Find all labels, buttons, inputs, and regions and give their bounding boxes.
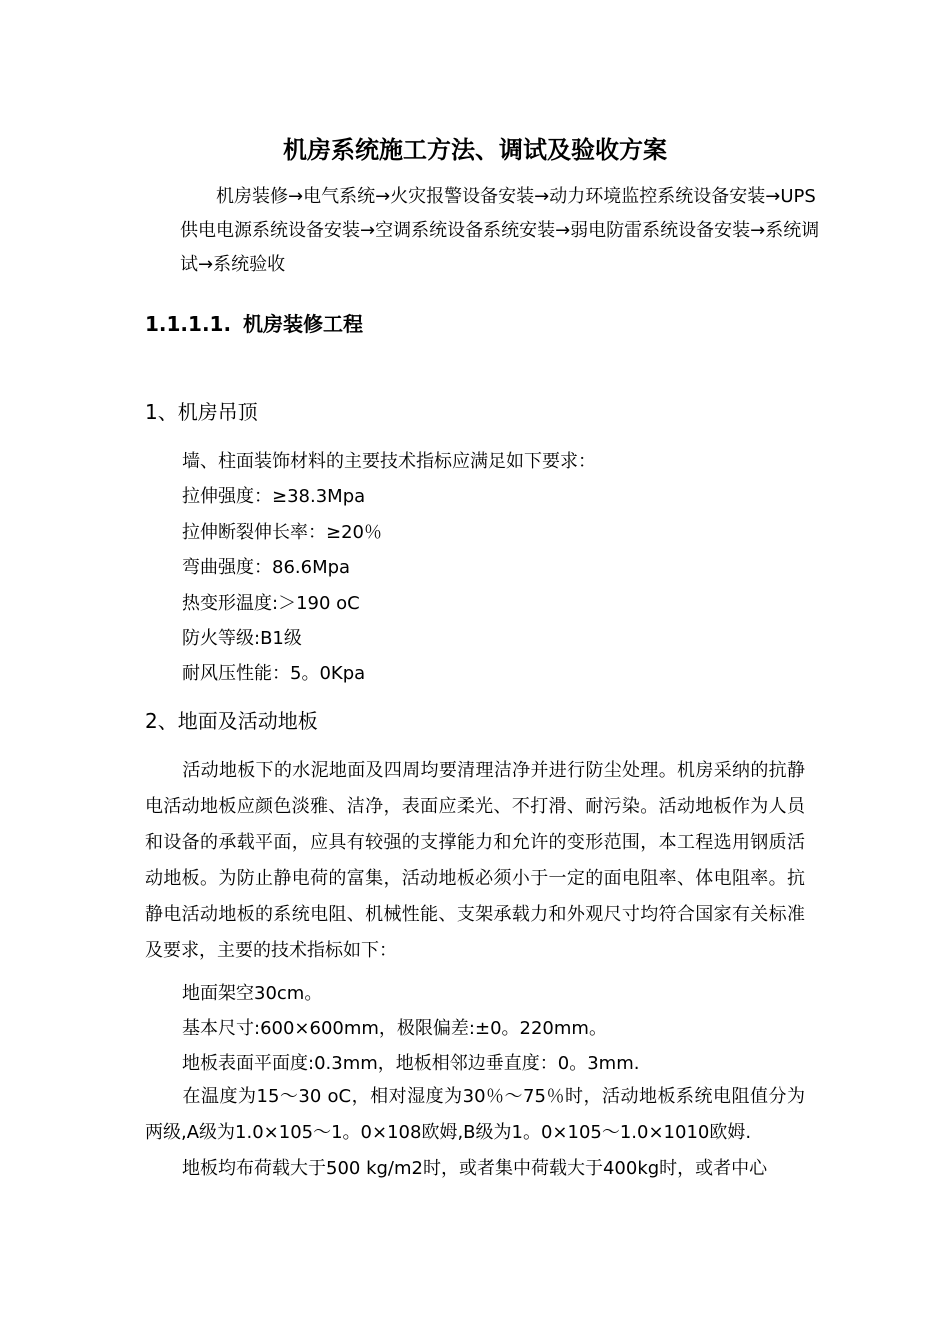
floor-spec-line: 地面架空30cm。: [182, 983, 323, 1004]
section-title: 机房装修工程: [243, 312, 363, 336]
floor-spec-line: 基本尺寸:600×600mm，极限偏差:±0。220mm。: [182, 1018, 607, 1039]
spec-line: 墙、柱面装饰材料的主要技术指标应满足如下要求：: [182, 451, 596, 472]
spec-line: 弯曲强度：86.6Mpa: [182, 557, 351, 578]
floor-description-text: 活动地板下的水泥地面及四周均要清理洁净并进行防尘处理。机房采纳的抗静电活动地板应颜色淡雅、洁净，表面应柔光、不打滑、耐污染。活动地板作为人员和设备的承载平面，应具有较强的支撑能力和允许的变形范围，本工程选用钢质活动地板。为防止静电荷的富集，活动地板必须小于一定的面电阻率、体电阻率。抗静电活动地板的系统电阻、机械性能、支架承载力和外观尺寸均符合国家有关标准及要求，主要的技术指标如下：: [145, 760, 805, 961]
subheading-ceiling: 1、机房吊顶: [145, 400, 258, 424]
resistance-paragraph: [145, 1079, 805, 1151]
spec-line: 热变形温度:＞190 oC: [182, 593, 360, 614]
floor-description-paragraph: [145, 753, 805, 969]
process-flow-text: 机房装修→电气系统→火灾报警设备安装→动力环境监控系统设备安装→UPS供电电源系统设备安装→空调系统设备系统安装→弱电防雷系统设备安装→系统调试→系统验收: [180, 186, 820, 275]
process-flow-paragraph: [180, 180, 820, 282]
document-title: 机房系统施工方法、调试及验收方案: [283, 136, 667, 164]
spec-line: 防火等级:B1级: [182, 628, 302, 649]
subheading-floor: 2、地面及活动地板: [145, 709, 318, 733]
spec-line: 耐风压性能：5。0Kpa: [182, 663, 366, 684]
section-number: 1.1.1.1.: [145, 312, 232, 336]
load-text: 地板均布荷载大于500 kg/m2时，或者集中荷载大于400kg时，或者中心: [182, 1158, 768, 1179]
floor-spec-line: 地板表面平面度:0.3mm，地板相邻边垂直度：0。3mm.: [182, 1053, 640, 1074]
spec-line: 拉伸强度：≥38.3Mpa: [182, 486, 366, 507]
load-paragraph: [145, 1151, 805, 1187]
spec-line: 拉伸断裂伸长率：≥20％: [182, 522, 382, 543]
section-heading: [145, 309, 363, 339]
resistance-text: 在温度为15～30 oC，相对湿度为30％～75％时，活动地板系统电阻值分为两级,A级为1.0×105～1。0×108欧姆,B级为1。0×105～1.0×1010欧姆.: [145, 1086, 805, 1143]
